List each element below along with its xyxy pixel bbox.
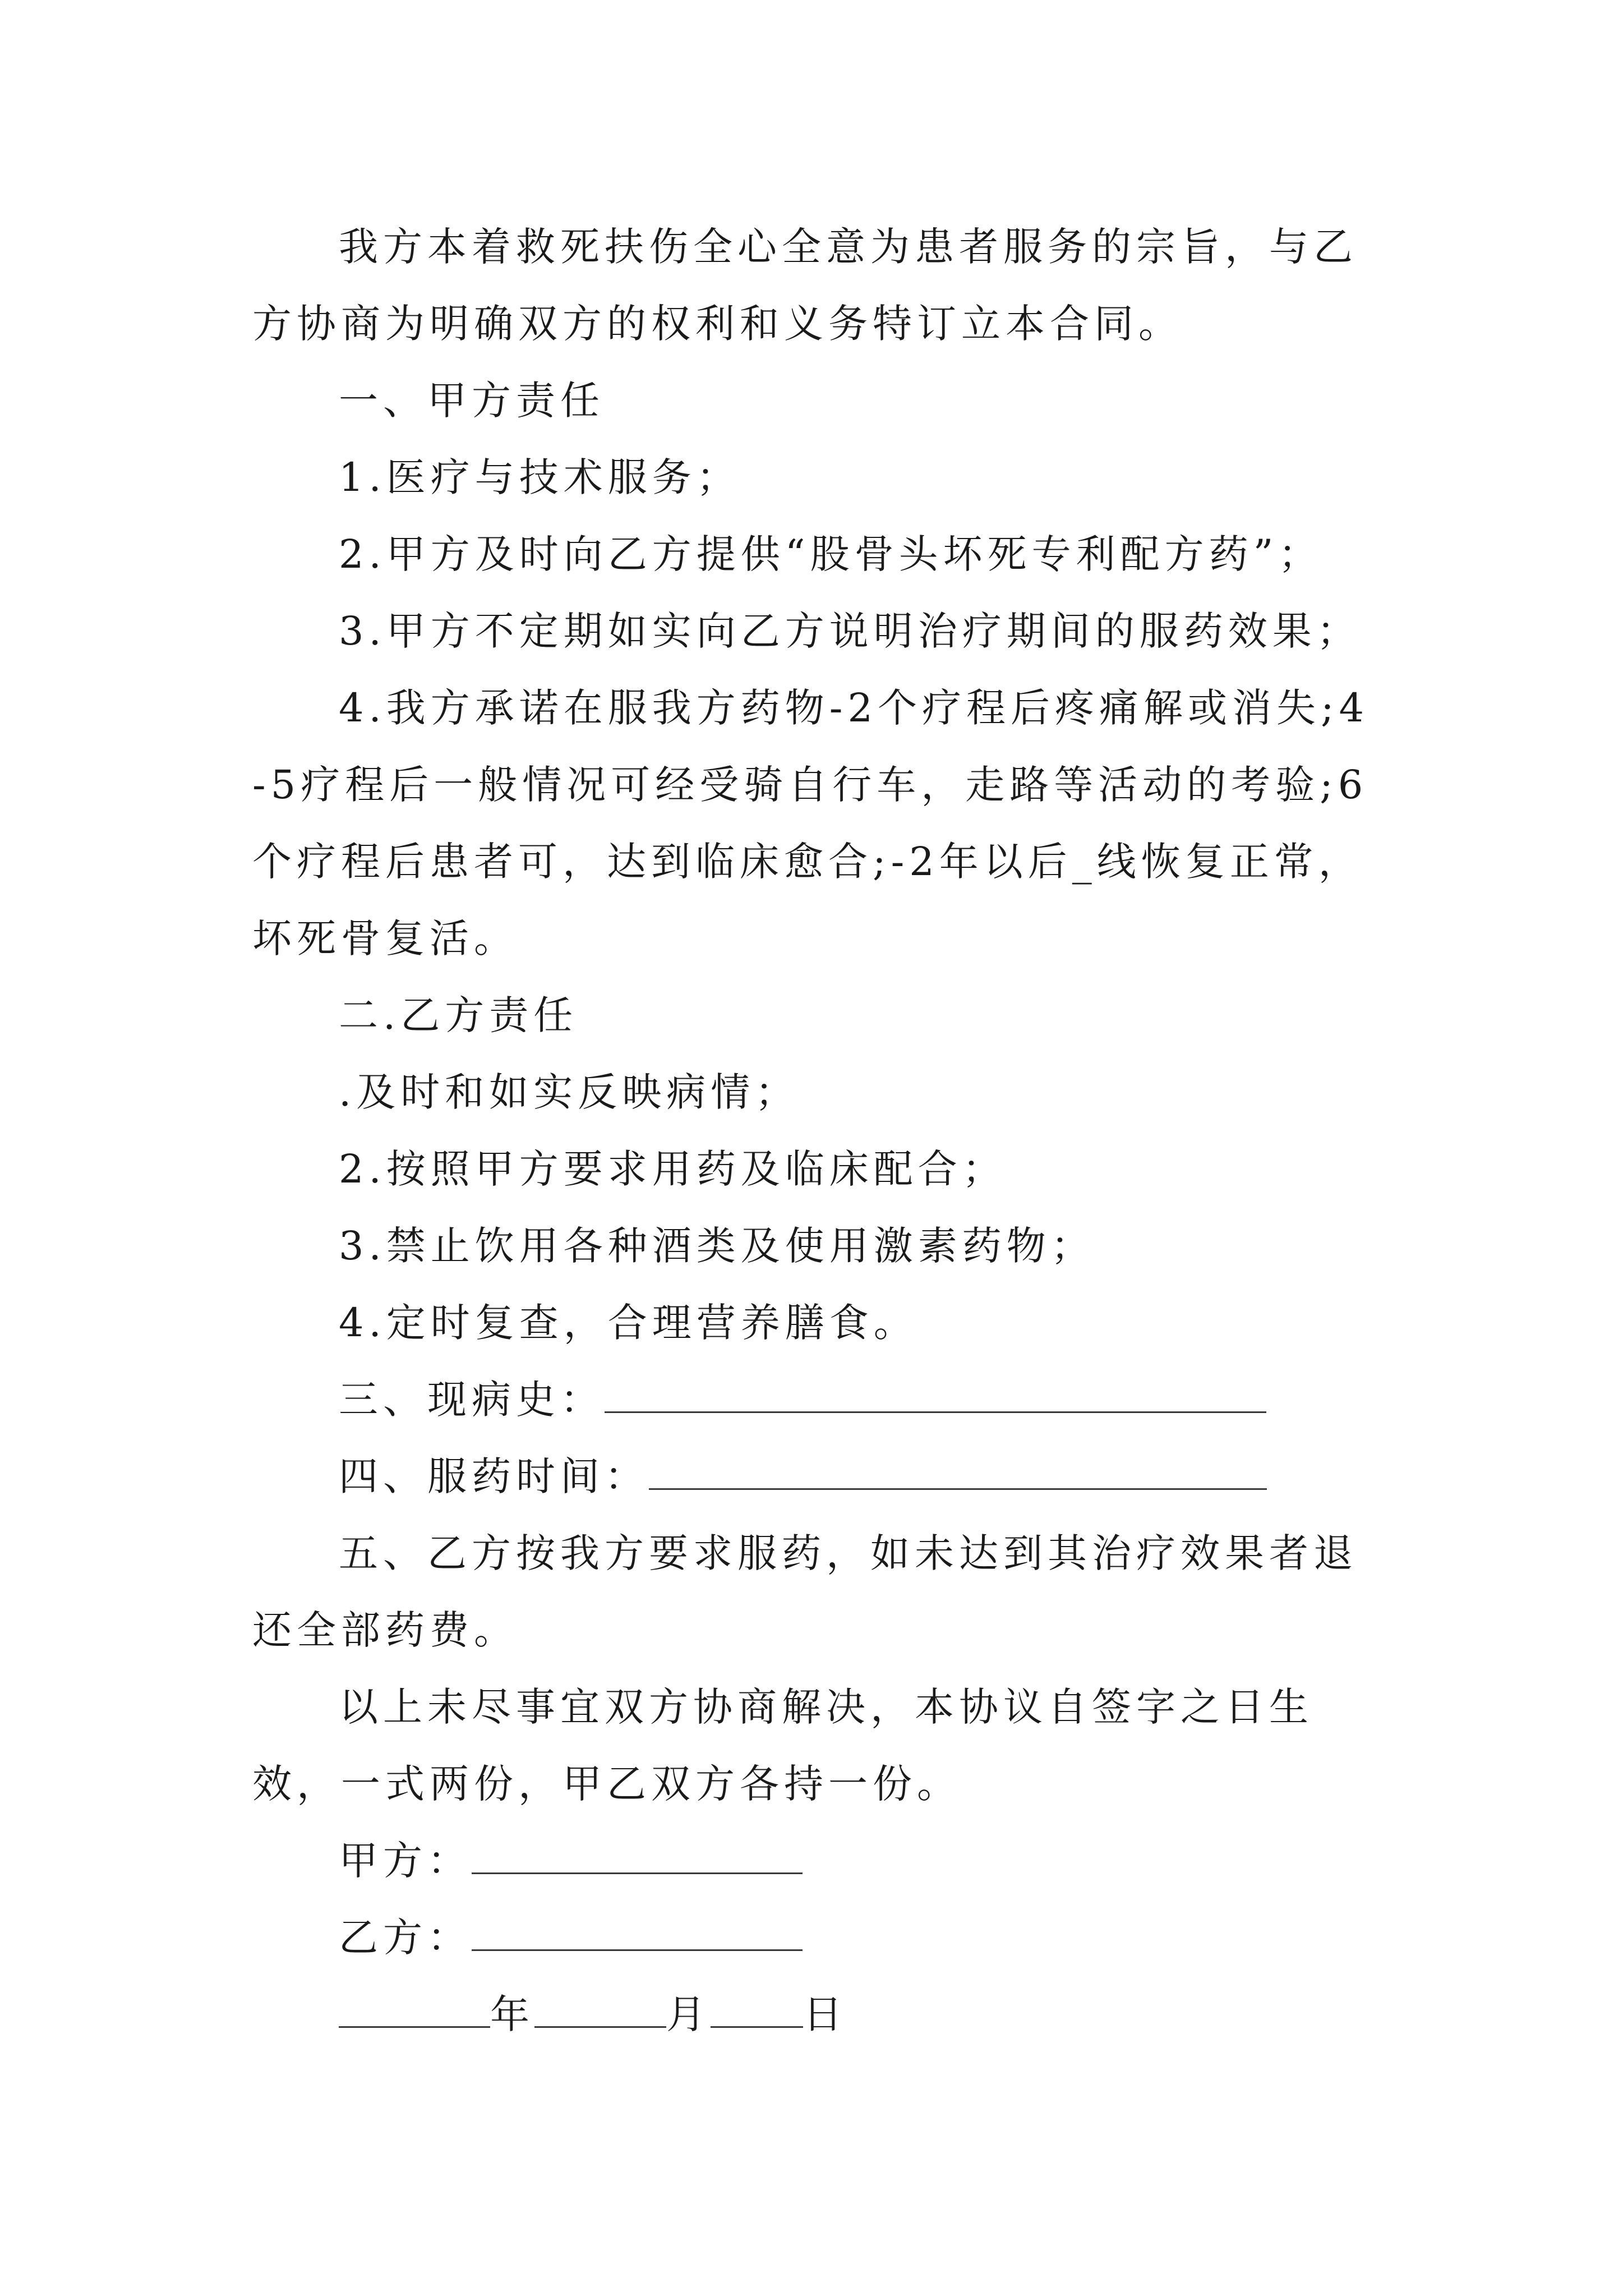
section-2-item-4: 4.定时复查，合理营养膳食。 xyxy=(339,1300,918,1346)
intro-paragraph: 我方本着救死扶伤全心全意为患者服务的宗旨，与乙方协商为明确双方的权利和义务特订立本合同。 xyxy=(252,224,1358,347)
medical-history-row xyxy=(252,1361,1380,1438)
medication-time-label: 四、服药时间： xyxy=(339,1453,649,1499)
section-2-heading: 二.乙方责任 xyxy=(339,992,578,1038)
medication-time-row xyxy=(252,1438,1380,1515)
section-1-item-1: 1.医疗与技术服务； xyxy=(339,454,741,500)
party-a-signature-blank[interactable] xyxy=(472,1839,803,1874)
section-1-heading: 一、甲方责任 xyxy=(339,378,605,424)
year-label: 年 xyxy=(490,1991,534,2037)
closing-paragraph: 以上未尽事宜双方协商解决，本协议自签字之日生效，一式两份，甲乙双方各持一份。 xyxy=(252,1684,1313,1807)
year-blank[interactable] xyxy=(339,1993,490,2028)
party-b-row xyxy=(252,1899,1380,1976)
date-row xyxy=(252,1976,1380,2053)
section-1-item-4: 4.我方承诺在服我方药物-2个疗程后疼痛解或消失;4-5疗程后一般情况可经受骑自行车，走路等活动的考验;6个疗程后患者可，达到临床愈合;-2年以后_线恢复正常，坏死骨复活。 xyxy=(252,685,1370,961)
medical-history-label: 三、现病史： xyxy=(339,1377,605,1423)
contract-body xyxy=(252,209,1380,2053)
section-5-paragraph: 五、乙方按我方要求服药，如未达到其治疗效果者退还全部药费。 xyxy=(252,1530,1358,1653)
month-label: 月 xyxy=(666,1991,711,2037)
party-a-label: 甲方： xyxy=(339,1838,472,1884)
party-a-row xyxy=(252,1823,1380,1899)
section-1-item-2: 2.甲方及时向乙方提供“股骨头坏死专利配方药”； xyxy=(339,531,1323,577)
section-2-item-3: 3.禁止饮用各种酒类及使用激素药物； xyxy=(339,1223,1095,1269)
day-label: 日 xyxy=(803,1991,847,2037)
party-b-signature-blank[interactable] xyxy=(472,1916,803,1951)
section-1-item-3: 3.甲方不定期如实向乙方说明治疗期间的服药效果； xyxy=(339,608,1361,654)
day-blank[interactable] xyxy=(711,1993,803,2028)
medical-history-blank[interactable] xyxy=(605,1378,1266,1413)
section-2-item-2: 2.按照甲方要求用药及临床配合； xyxy=(339,1146,1007,1192)
party-b-label: 乙方： xyxy=(339,1915,472,1961)
medication-time-blank[interactable] xyxy=(649,1455,1267,1490)
month-blank[interactable] xyxy=(534,1993,666,2028)
section-2-item-1: .及时和如实反映病情； xyxy=(339,1069,800,1115)
